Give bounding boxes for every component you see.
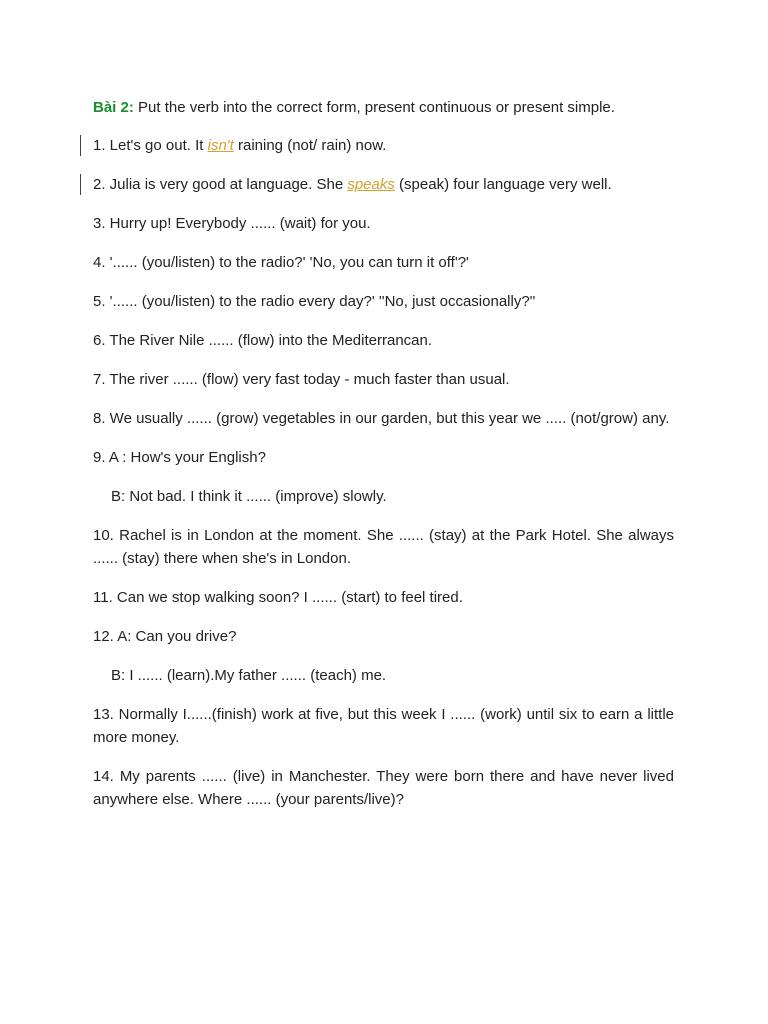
text-cursor xyxy=(80,174,81,195)
question-9-a: 9. A : How's your English? xyxy=(93,449,266,466)
question-1 xyxy=(93,134,674,157)
question-12-a: 12. A: Can you drive? xyxy=(93,628,237,645)
question-1-text-end: raining (not/ rain) now. xyxy=(233,137,387,154)
question-1-text: 1. Let's go out. It xyxy=(93,137,208,154)
answer-1[interactable]: isn't xyxy=(207,137,234,154)
question-4: 4. '...... (you/listen) to the radio?' 'No, you can turn it off'?' xyxy=(93,254,469,271)
exercise-header xyxy=(93,96,674,119)
question-7: 7. The river ...... (flow) very fast today - much faster than usual. xyxy=(93,371,510,388)
exercise-content xyxy=(93,96,674,811)
question-11: 11. Can we stop walking soon? I ...... (start) to feel tired. xyxy=(93,589,463,606)
question-10: 10. Rachel is in London at the moment. She ...... (stay) at the Park Hotel. She always ...... (stay) there when she's in London. xyxy=(93,527,674,567)
answer-2[interactable]: speaks xyxy=(347,176,395,193)
question-12-b: B: I ...... (learn).My father ...... (teach) me. xyxy=(111,667,387,684)
question-9-b: B: Not bad. I think it ...... (improve) slowly. xyxy=(111,488,387,505)
question-8: 8. We usually ...... (grow) vegetables in our garden, but this year we ..... (not/grow) any. xyxy=(93,410,670,427)
question-6: 6. The River Nile ...... (flow) into the Mediterrancan. xyxy=(93,332,433,349)
text-cursor xyxy=(80,135,81,156)
question-2-text: 2. Julia is very good at language. She xyxy=(93,176,348,193)
question-5: 5. '...... (you/listen) to the radio every day?' ''No, just occasionally?'' xyxy=(93,293,536,310)
exercise-instruction: Put the verb into the correct form, present continuous or present simple. xyxy=(138,99,615,116)
question-2-text-end: (speak) four language very well. xyxy=(394,176,612,193)
question-14: 14. My parents ...... (live) in Manchester. They were born there and have never lived anywhere else. Where ...... (your parents/live)? xyxy=(93,768,674,808)
question-3: 3. Hurry up! Everybody ...... (wait) for you. xyxy=(93,215,371,232)
question-2 xyxy=(93,173,674,196)
exercise-title: Bài 2: xyxy=(93,99,134,116)
question-13: 13. Normally I......(finish) work at five, but this week I ...... (work) until six to earn a little more money. xyxy=(93,706,674,746)
